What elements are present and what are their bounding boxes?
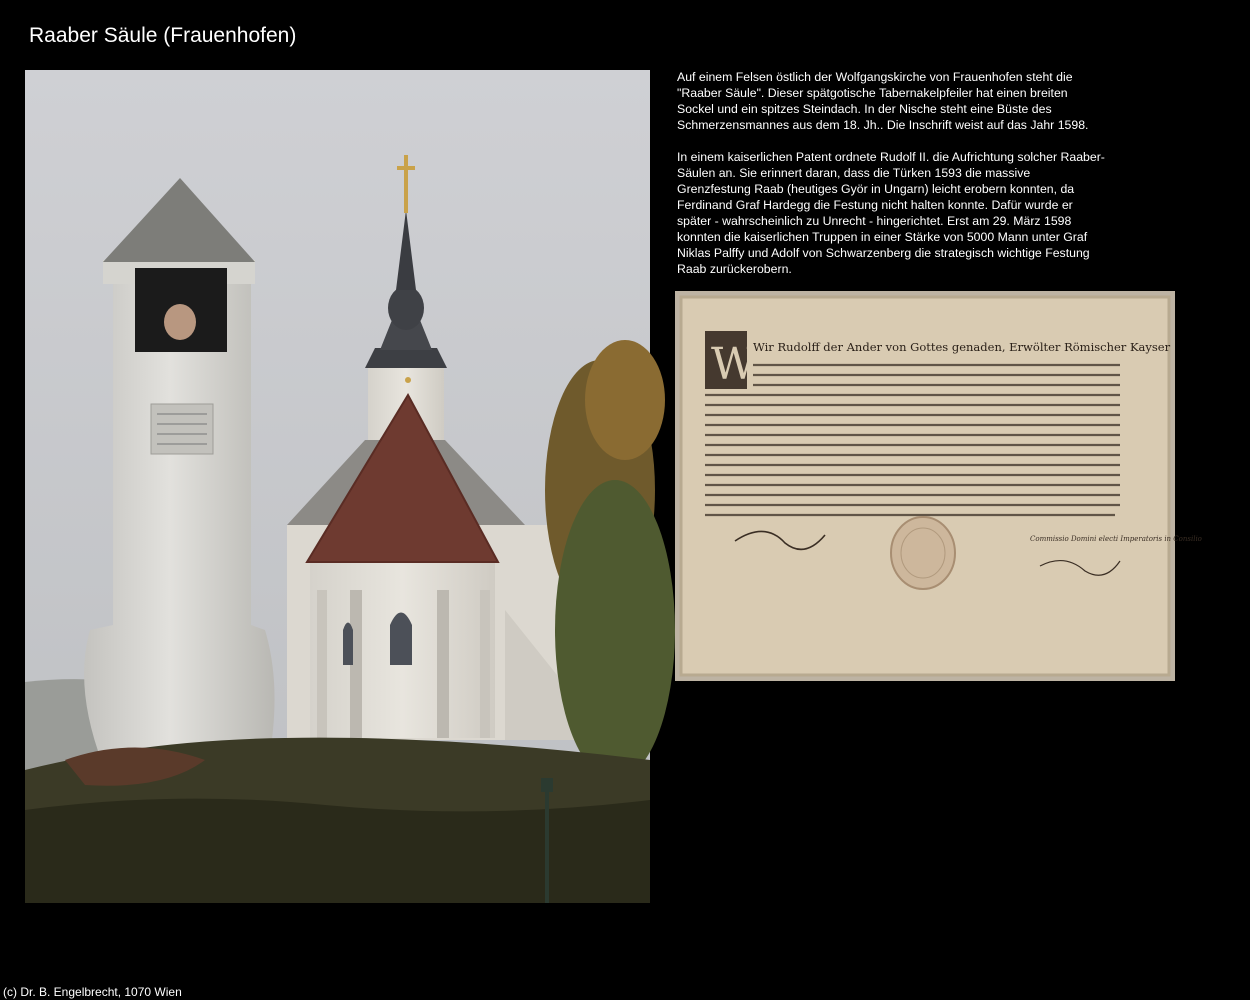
document-heading: Wir Rudolff der Ander von Gottes genaden, Erwölter Römischer Kayser — [753, 340, 1171, 354]
imperial-patent-photo — [675, 291, 1202, 681]
copyright-footer: (c) Dr. B. Engelbrecht, 1070 Wien — [3, 985, 182, 999]
description-paragraph-1: Auf einem Felsen östlich der Wolfgangskirche von Frauenhofen steht die "Raaber Säule". Dieser spätgotische Tabernakelpfeiler hat einen breiten Sockel und ein spitzes Steindach. In der Nische steht eine Büste des Schmerzensmannes aus dem 18. Jh.. Die Inschrift weist auf das Jahr 1598. — [677, 70, 1089, 132]
page-title: Raaber Säule (Frauenhofen) — [29, 24, 297, 47]
raaber-saeule-photo — [25, 70, 650, 903]
initial-letter: W — [711, 339, 757, 390]
description-text — [677, 69, 1107, 293]
document-closing: Commissio Domini electi Imperatoris in Consilio — [1030, 535, 1202, 543]
description-paragraph-2: In einem kaiserlichen Patent ordnete Rudolf II. die Aufrichtung solcher Raaber-Säulen an. Sie erinnert daran, dass die Türken 1593 die massive Grenzfestung Raab (heutiges Györ in Ungarn) leicht erobern konnten, da Ferdinand Graf Hardegg die Festung nicht halten konnte. Dafür wurde er später - wahrscheinlich zu Unrecht - hingerichtet. Erst am 29. März 1598 konnten die kaiserlichen Truppen in einer Stärke von 5000 Mann unter Graf Niklas Palffy und Adolf von Schwarzenberg die strategisch wichtige Festung Raab zurückerobern. — [677, 150, 1105, 276]
